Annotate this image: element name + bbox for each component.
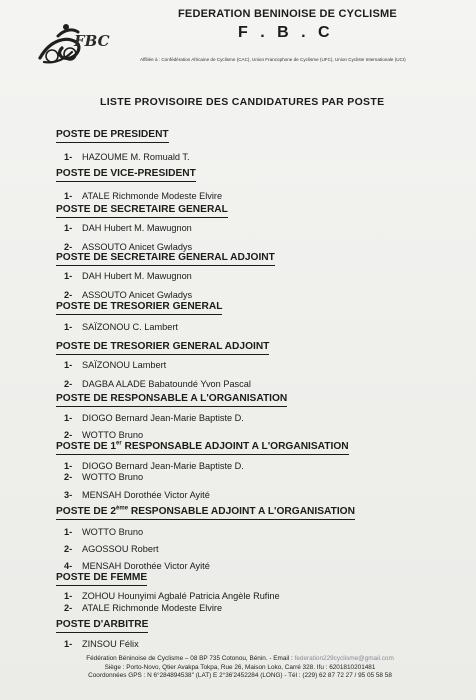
section-1er-responsable-adjoint — [56, 436, 349, 501]
post-title: POSTE DE RESPONSABLE A L'ORGANISATION — [56, 393, 287, 407]
org-abbreviation: F . B . C — [238, 24, 334, 41]
candidate-name: ATALE Richmonde Modeste Elvire — [82, 191, 223, 201]
org-name: FEDERATION BENINOISE DE CYCLISME — [178, 8, 397, 20]
section-president — [56, 124, 190, 163]
candidate-name: MENSAH Dorothée Victor Ayité — [82, 490, 210, 500]
footer-line-address: Fédération Béninoise de Cyclisme – 08 BP 735 Cotonou, Bénin. - Email : federation229cyclisme@gmail.com — [86, 655, 394, 662]
candidate-name: DAH Hubert M. Mawugnon — [82, 271, 192, 281]
candidate-name: DAH Hubert M. Mawugnon — [82, 223, 192, 233]
candidate-name: AGOSSOU Robert — [82, 544, 159, 554]
footer-email: federation229cyclisme@gmail.com — [294, 655, 394, 662]
candidate-number: 1- — [64, 322, 73, 332]
section-secretaire-general — [56, 199, 228, 253]
candidate-row — [56, 461, 349, 472]
section-tresorier-general — [56, 296, 222, 333]
candidate-number: 4- — [64, 561, 73, 571]
candidate-name: DAGBA ALADE Babatoundé Yvon Pascal — [82, 379, 251, 389]
candidate-row — [56, 322, 222, 333]
section-2eme-responsable-adjoint — [56, 501, 355, 572]
candidate-name: ASSOUTO Anicet Gwladys — [82, 242, 193, 252]
candidate-row — [56, 413, 287, 424]
section-secretaire-general-adjoint — [56, 247, 275, 301]
candidate-name: SAÏZONOU C. Lambert — [82, 322, 178, 332]
logo-text: FBC — [74, 32, 110, 50]
footer — [30, 655, 450, 681]
candidate-number: 1- — [64, 413, 73, 423]
post-title: POSTE DE VICE-PRESIDENT — [56, 168, 196, 182]
post-title: POSTE DE TRESORIER GENERAL — [56, 301, 222, 315]
candidate-name: HAZOUME M. Romuald T. — [82, 152, 190, 162]
candidate-number: 1- — [64, 591, 73, 601]
section-tresorier-general-adjoint — [56, 336, 269, 390]
post-title: POSTE DE PRESIDENT — [56, 129, 169, 143]
section-responsable-organisation — [56, 388, 287, 441]
candidate-row — [56, 527, 355, 538]
post-title: POSTE D'ARBITRE — [56, 619, 148, 633]
section-vice-president — [56, 163, 222, 202]
post-title: POSTE DE TRESORIER GENERAL ADJOINT — [56, 341, 269, 355]
candidate-row — [56, 360, 269, 371]
candidate-row — [56, 603, 280, 614]
candidate-number: 1- — [64, 223, 73, 233]
document-title: LISTE PROVISOIRE DES CANDIDATURES PAR POSTE — [100, 96, 385, 108]
candidate-number: 2- — [64, 430, 73, 440]
candidate-number: 2- — [64, 544, 73, 554]
candidate-row — [56, 223, 228, 234]
section-femme — [56, 567, 280, 614]
candidate-row — [56, 472, 349, 483]
candidate-number: 2- — [64, 603, 73, 613]
candidate-row — [56, 490, 349, 501]
candidate-number: 1- — [64, 360, 73, 370]
candidate-number: 1- — [64, 152, 73, 162]
candidate-row — [56, 639, 148, 650]
candidate-name: ZINSOU Félix — [82, 639, 139, 649]
candidate-number: 2- — [64, 290, 73, 300]
candidate-name: SAÏZONOU Lambert — [82, 360, 167, 370]
post-title: POSTE DE SECRETAIRE GENERAL ADJOINT — [56, 252, 275, 266]
candidate-name: DIOGO Bernard Jean-Marie Baptiste D. — [82, 413, 244, 423]
footer-line-siege: Siège : Porto-Novo, Qtier Avakpa Tokpa, Rue 26, Maison Loko, Carré 328. Ifu : 6201810201481 — [104, 663, 376, 671]
candidate-row — [56, 544, 355, 555]
post-title: POSTE DE FEMME — [56, 572, 147, 586]
candidate-name: ASSOUTO Anicet Gwladys — [82, 290, 193, 300]
candidate-number: 1- — [64, 527, 73, 537]
candidate-name: ZOHOU Hounyimi Agbalé Patricia Angèle Rufine — [82, 591, 280, 601]
candidate-name: WOTTO Bruno — [82, 527, 144, 537]
candidate-name: DIOGO Bernard Jean-Marie Baptiste D. — [82, 461, 244, 471]
post-title: POSTE DE 1er RESPONSABLE ADJOINT A L'ORGANISATION — [56, 441, 349, 455]
post-title: POSTE DE 2ème RESPONSABLE ADJOINT A L'ORGANISATION — [56, 506, 355, 520]
candidate-number: 1- — [64, 639, 73, 649]
candidate-row — [56, 152, 190, 163]
candidate-number: 1- — [64, 461, 73, 471]
footer-line-gps: Coordonnées GPS : N 6°284894538'' (LAT) E 2°36'2452284 (LONG) - Tél : (229) 62 87 72 27 / 95 05 58 58 — [88, 672, 392, 680]
candidate-number: 1- — [64, 191, 73, 201]
candidate-number: 2- — [64, 379, 73, 389]
candidate-row — [56, 271, 275, 282]
candidate-number: 2- — [64, 472, 73, 482]
candidate-name: ATALE Richmonde Modeste Elvire — [82, 603, 223, 613]
affiliation-text: Affiliée à : Confédération Africaine de Cyclisme (CAC), Union Francophone de Cyclisme (UFC), Union Cycliste Internationale (UCI) — [140, 57, 406, 62]
candidate-name: WOTTO Bruno — [82, 430, 144, 440]
candidate-row — [56, 591, 280, 602]
post-title: POSTE DE SECRETAIRE GENERAL — [56, 204, 228, 218]
candidate-number: 1- — [64, 271, 73, 281]
candidate-name: MENSAH Dorothée Victor Ayité — [82, 561, 210, 571]
candidate-number: 3- — [64, 490, 73, 500]
candidate-number: 2- — [64, 242, 73, 252]
section-arbitre — [56, 614, 148, 650]
candidate-name: WOTTO Bruno — [82, 472, 144, 482]
